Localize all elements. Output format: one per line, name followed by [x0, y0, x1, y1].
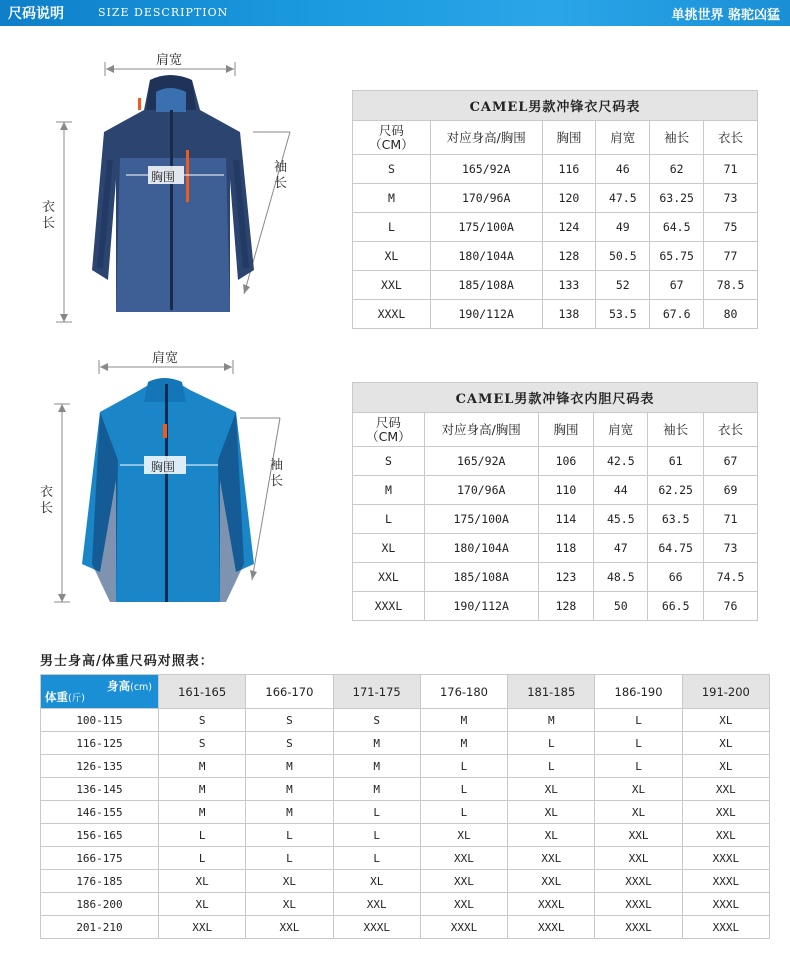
inner-table-cell: 185/108A — [424, 563, 538, 592]
outer-table-cell: 124 — [542, 213, 596, 242]
inner-table-cell: XXXL — [353, 592, 425, 621]
size-cell: XL — [159, 893, 246, 916]
brand-slogan: 单挑世界 骆驼凶猛 — [671, 8, 780, 23]
outer-table-cell: 165/92A — [430, 155, 542, 184]
weight-row — [41, 893, 770, 916]
outer-table-cell: XXL — [353, 271, 431, 300]
weight-range-cell: 116-125 — [41, 732, 159, 755]
outer-table-cell: 75 — [704, 213, 758, 242]
inner-table-cell: 73 — [704, 534, 758, 563]
outer-table-cell: 67.6 — [650, 300, 704, 329]
size-cell: M — [159, 778, 246, 801]
outer-table-cell: 46 — [596, 155, 650, 184]
size-cell: L — [159, 847, 246, 870]
weight-range-cell: 166-175 — [41, 847, 159, 870]
weight-range-cell: 176-185 — [41, 870, 159, 893]
inner-table-cell: 165/92A — [424, 447, 538, 476]
inner-table-cell: XL — [353, 534, 425, 563]
inner-table-cell: 62.25 — [648, 476, 704, 505]
size-cell: XXL — [508, 847, 595, 870]
outer-table-cell: 116 — [542, 155, 596, 184]
page-title: 尺码说明 — [8, 6, 64, 22]
outer-table-row — [353, 155, 758, 184]
inner-table-cell: L — [353, 505, 425, 534]
weight-row — [41, 916, 770, 939]
outer-table-cell: 77 — [704, 242, 758, 271]
inner-table-cell: 71 — [704, 505, 758, 534]
size-cell: M — [420, 732, 507, 755]
size-cell: XL — [682, 755, 769, 778]
inner-table-cell: 170/96A — [424, 476, 538, 505]
size-cell: L — [595, 709, 682, 732]
outer-table-caption: CAMEL男款冲锋衣尺码表 — [353, 91, 758, 121]
outer-table-cell: 73 — [704, 184, 758, 213]
inner-table-cell: 106 — [538, 447, 594, 476]
inner-table-cell: S — [353, 447, 425, 476]
outer-table-row — [353, 184, 758, 213]
outer-table-header — [353, 121, 758, 155]
outer-table-cell: 67 — [650, 271, 704, 300]
size-cell: M — [333, 755, 420, 778]
size-cell: L — [508, 732, 595, 755]
size-cell: XXXL — [682, 893, 769, 916]
corner-weight: 体重(斤) — [45, 690, 85, 704]
inner-table-cell: 128 — [538, 592, 594, 621]
weight-range-cell: 156-165 — [41, 824, 159, 847]
outer-size-table — [352, 90, 758, 329]
size-cell: XXL — [595, 847, 682, 870]
inner-table-cell: 50 — [594, 592, 648, 621]
inner-table-cell: 74.5 — [704, 563, 758, 592]
inner-table-cell: 175/100A — [424, 505, 538, 534]
outer-jacket-figure — [40, 40, 300, 340]
inner-col-height-chest: 对应身高/胸围 — [424, 413, 538, 447]
size-cell: XL — [682, 709, 769, 732]
inner-table-cell: 63.5 — [648, 505, 704, 534]
weight-range-cell: 100-115 — [41, 709, 159, 732]
weight-row — [41, 847, 770, 870]
shoulder-label: 肩宽 — [156, 53, 183, 68]
size-cell: XL — [246, 870, 333, 893]
size-cell: XXXL — [595, 916, 682, 939]
size-cell: M — [333, 778, 420, 801]
outer-table-cell: 185/108A — [430, 271, 542, 300]
outer-table-cell: 62 — [650, 155, 704, 184]
inner-table-cell: 76 — [704, 592, 758, 621]
inner-table-cell: 61 — [648, 447, 704, 476]
outer-table-cell: L — [353, 213, 431, 242]
size-cell: L — [508, 755, 595, 778]
inner-table-cell: 48.5 — [594, 563, 648, 592]
outer-col-height-chest: 对应身高/胸围 — [430, 121, 542, 155]
size-cell: M — [420, 709, 507, 732]
outer-table-cell: XXXL — [353, 300, 431, 329]
inner-table-cell: 180/104A — [424, 534, 538, 563]
size-cell: XXXL — [682, 847, 769, 870]
size-cell: L — [595, 755, 682, 778]
inner-table-cell: 47 — [594, 534, 648, 563]
outer-table-cell: 49 — [596, 213, 650, 242]
height-column-header: 161-165 — [159, 675, 246, 709]
height-column-header: 166-170 — [246, 675, 333, 709]
inner-table-row — [353, 505, 758, 534]
size-cell: XL — [508, 801, 595, 824]
inner-col-size: 尺码 （CM） — [353, 413, 425, 447]
size-cell: L — [333, 824, 420, 847]
table-corner — [41, 675, 159, 709]
size-cell: XXXL — [682, 870, 769, 893]
size-cell: XL — [159, 870, 246, 893]
outer-table-cell: 170/96A — [430, 184, 542, 213]
outer-table-cell: 138 — [542, 300, 596, 329]
inner-table-cell: 66.5 — [648, 592, 704, 621]
inner-table-caption: CAMEL男款冲锋衣内胆尺码表 — [353, 383, 758, 413]
size-cell: XXL — [333, 893, 420, 916]
outer-table-cell: 175/100A — [430, 213, 542, 242]
size-cell: XXL — [682, 824, 769, 847]
weight-row — [41, 755, 770, 778]
size-cell: XXL — [682, 801, 769, 824]
size-cell: S — [159, 732, 246, 755]
weight-row — [41, 870, 770, 893]
inner-table-cell: 114 — [538, 505, 594, 534]
size-cell: XL — [508, 824, 595, 847]
outer-table-cell: M — [353, 184, 431, 213]
outer-table-cell: 47.5 — [596, 184, 650, 213]
inner-table-cell: 64.75 — [648, 534, 704, 563]
size-cell: L — [333, 801, 420, 824]
size-cell: XXXL — [595, 893, 682, 916]
size-cell: XL — [333, 870, 420, 893]
size-cell: XXXL — [595, 870, 682, 893]
outer-jacket-illustration — [40, 40, 300, 340]
size-cell: L — [420, 801, 507, 824]
size-cell: L — [246, 824, 333, 847]
corner-height: 身高(cm) — [107, 679, 152, 693]
size-cell: M — [246, 778, 333, 801]
size-cell: S — [159, 709, 246, 732]
weight-range-cell: 126-135 — [41, 755, 159, 778]
size-cell: XXL — [508, 870, 595, 893]
size-cell: XL — [682, 732, 769, 755]
inner-jacket-figure — [40, 340, 300, 620]
outer-table-cell: 80 — [704, 300, 758, 329]
inner-table-cell: 42.5 — [594, 447, 648, 476]
inner-table-row — [353, 476, 758, 505]
inner-size-table — [352, 382, 758, 621]
inner-table-row — [353, 563, 758, 592]
outer-table-row — [353, 213, 758, 242]
size-cell: S — [246, 709, 333, 732]
outer-table-cell: 128 — [542, 242, 596, 271]
inner-table-cell: 44 — [594, 476, 648, 505]
outer-table-row — [353, 271, 758, 300]
size-cell: XXXL — [333, 916, 420, 939]
outer-table-cell: 65.75 — [650, 242, 704, 271]
chest-label: 胸围 — [151, 170, 176, 184]
inner-jacket-illustration — [40, 340, 300, 620]
weight-range-cell: 186-200 — [41, 893, 159, 916]
size-cell: XXL — [420, 893, 507, 916]
sleeve-label: 袖长 — [274, 160, 288, 191]
outer-col-length: 衣长 — [704, 121, 758, 155]
size-cell: M — [159, 801, 246, 824]
outer-table-cell: 180/104A — [430, 242, 542, 271]
weight-range-cell: 201-210 — [41, 916, 159, 939]
size-cell: L — [420, 755, 507, 778]
outer-table-cell: 78.5 — [704, 271, 758, 300]
size-cell: L — [246, 847, 333, 870]
outer-table-cell: 71 — [704, 155, 758, 184]
weight-row — [41, 824, 770, 847]
weight-row — [41, 732, 770, 755]
size-cell: L — [420, 778, 507, 801]
page-subtitle: SIZE DESCRIPTION — [98, 6, 229, 19]
weight-row — [41, 801, 770, 824]
size-cell: M — [159, 755, 246, 778]
header-bar — [0, 0, 790, 26]
inner-table-cell: 45.5 — [594, 505, 648, 534]
length-label: 衣长 — [42, 200, 56, 231]
size-cell: XL — [420, 824, 507, 847]
outer-table-cell: S — [353, 155, 431, 184]
inner-chest-label: 胸围 — [151, 460, 176, 474]
size-cell: XL — [595, 778, 682, 801]
outer-col-shoulder: 肩宽 — [596, 121, 650, 155]
height-column-header: 176-180 — [420, 675, 507, 709]
size-cell: XXL — [420, 870, 507, 893]
weight-range-cell: 136-145 — [41, 778, 159, 801]
inner-table-row — [353, 592, 758, 621]
height-weight-table — [40, 674, 770, 939]
size-cell: M — [246, 755, 333, 778]
weight-range-cell: 146-155 — [41, 801, 159, 824]
outer-col-size: 尺码 （CM） — [353, 121, 431, 155]
inner-sleeve-label: 袖长 — [270, 458, 284, 489]
size-cell: XXL — [246, 916, 333, 939]
size-cell: S — [246, 732, 333, 755]
size-cell: XXL — [682, 778, 769, 801]
inner-col-chest: 胸围 — [538, 413, 594, 447]
size-cell: XL — [508, 778, 595, 801]
inner-table-cell: 66 — [648, 563, 704, 592]
size-cell: M — [246, 801, 333, 824]
outer-table-cell: 50.5 — [596, 242, 650, 271]
size-cell: M — [508, 709, 595, 732]
size-cell: XXXL — [682, 916, 769, 939]
size-cell: L — [333, 847, 420, 870]
height-column-header: 181-185 — [508, 675, 595, 709]
size-cell: XXXL — [508, 893, 595, 916]
outer-table-cell: 63.25 — [650, 184, 704, 213]
weight-row — [41, 709, 770, 732]
size-cell: L — [595, 732, 682, 755]
inner-col-length: 衣长 — [704, 413, 758, 447]
height-column-header: 191-200 — [682, 675, 769, 709]
size-cell: XXL — [159, 916, 246, 939]
inner-table-cell: XXL — [353, 563, 425, 592]
size-cell: M — [333, 732, 420, 755]
reference-title: 男士身高/体重尺码对照表： — [40, 654, 214, 669]
inner-table-cell: 110 — [538, 476, 594, 505]
weight-row — [41, 778, 770, 801]
inner-table-cell: 118 — [538, 534, 594, 563]
inner-table-row — [353, 534, 758, 563]
outer-table-cell: 120 — [542, 184, 596, 213]
height-column-header: 171-175 — [333, 675, 420, 709]
outer-table-cell: XL — [353, 242, 431, 271]
outer-table-cell: 52 — [596, 271, 650, 300]
size-cell: XXL — [420, 847, 507, 870]
size-cell: XL — [595, 801, 682, 824]
height-column-header: 186-190 — [595, 675, 682, 709]
inner-table-cell: 123 — [538, 563, 594, 592]
inner-col-sleeve: 袖长 — [648, 413, 704, 447]
outer-table-cell: 190/112A — [430, 300, 542, 329]
inner-shoulder-label: 肩宽 — [152, 351, 179, 366]
size-cell: XL — [246, 893, 333, 916]
outer-col-sleeve: 袖长 — [650, 121, 704, 155]
inner-length-label: 衣长 — [40, 485, 54, 516]
size-cell: XXXL — [508, 916, 595, 939]
size-cell: XXL — [595, 824, 682, 847]
size-cell: S — [333, 709, 420, 732]
inner-col-shoulder: 肩宽 — [594, 413, 648, 447]
inner-table-header — [353, 413, 758, 447]
inner-table-row — [353, 447, 758, 476]
size-cell: XXXL — [420, 916, 507, 939]
inner-table-cell: 190/112A — [424, 592, 538, 621]
outer-table-cell: 133 — [542, 271, 596, 300]
inner-table-cell: 67 — [704, 447, 758, 476]
inner-table-cell: 69 — [704, 476, 758, 505]
outer-table-row — [353, 300, 758, 329]
inner-table-cell: M — [353, 476, 425, 505]
outer-table-cell: 53.5 — [596, 300, 650, 329]
outer-col-chest: 胸围 — [542, 121, 596, 155]
size-cell: L — [159, 824, 246, 847]
outer-table-cell: 64.5 — [650, 213, 704, 242]
outer-table-row — [353, 242, 758, 271]
